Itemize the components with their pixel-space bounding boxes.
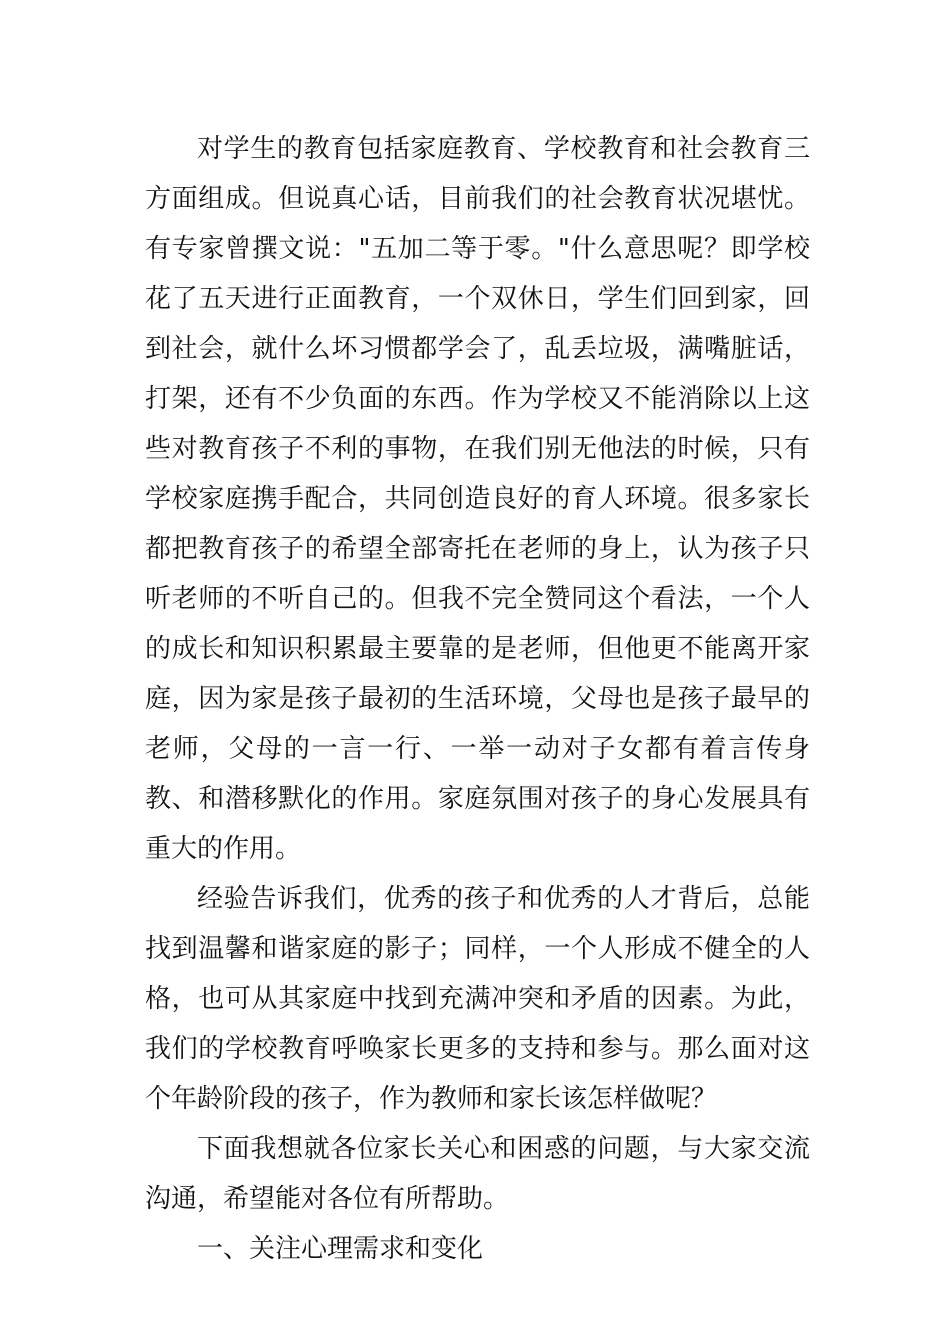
paragraph-1: 对学生的教育包括家庭教育、学校教育和社会教育三方面组成。但说真心话，目前我们的社会教育状况堪忧。有专家曾撰文说："五加二等于零。"什么意思呢？即学校花了五天进行正面教育，一个双休日，学生们回到家，回到社会，就什么坏习惯都学会了，乱丢垃圾，满嘴脏话，打架，还有不少负面的东西。作为学校又不能消除以上这些对教育孩子不利的事物，在我们别无他法的时候，只有学校家庭携手配合，共同创造良好的育人环境。很多家长都把教育孩子的希望全部寄托在老师的身上，认为孩子只听老师的不听自己的。但我不完全赞同这个看法，一个人的成长和知识积累最主要靠的是老师，但他更不能离开家庭，因为家是孩子最初的生活环境，父母也是孩子最早的老师，父母的一言一行、一举一动对子女都有着言传身教、和潜移默化的作用。家庭氛围对孩子的身心发展具有重大的作用。 bbox=[145, 134, 810, 864]
paragraph-2: 经验告诉我们，优秀的孩子和优秀的人才背后，总能找到温馨和谐家庭的影子；同样，一个人形成不健全的人格，也可从其家庭中找到充满冲突和矛盾的因素。为此，我们的学校教育呼唤家长更多的支持和参与。那么面对这个年龄阶段的孩子，作为教师和家长该怎样做呢？ bbox=[145, 884, 810, 1114]
section-heading: 一、关注心理需求和变化 bbox=[197, 1234, 484, 1264]
document-page bbox=[145, 124, 810, 1274]
paragraph-3: 下面我想就各位家长关心和困惑的问题，与大家交流沟通，希望能对各位有所帮助。 bbox=[145, 1134, 810, 1214]
